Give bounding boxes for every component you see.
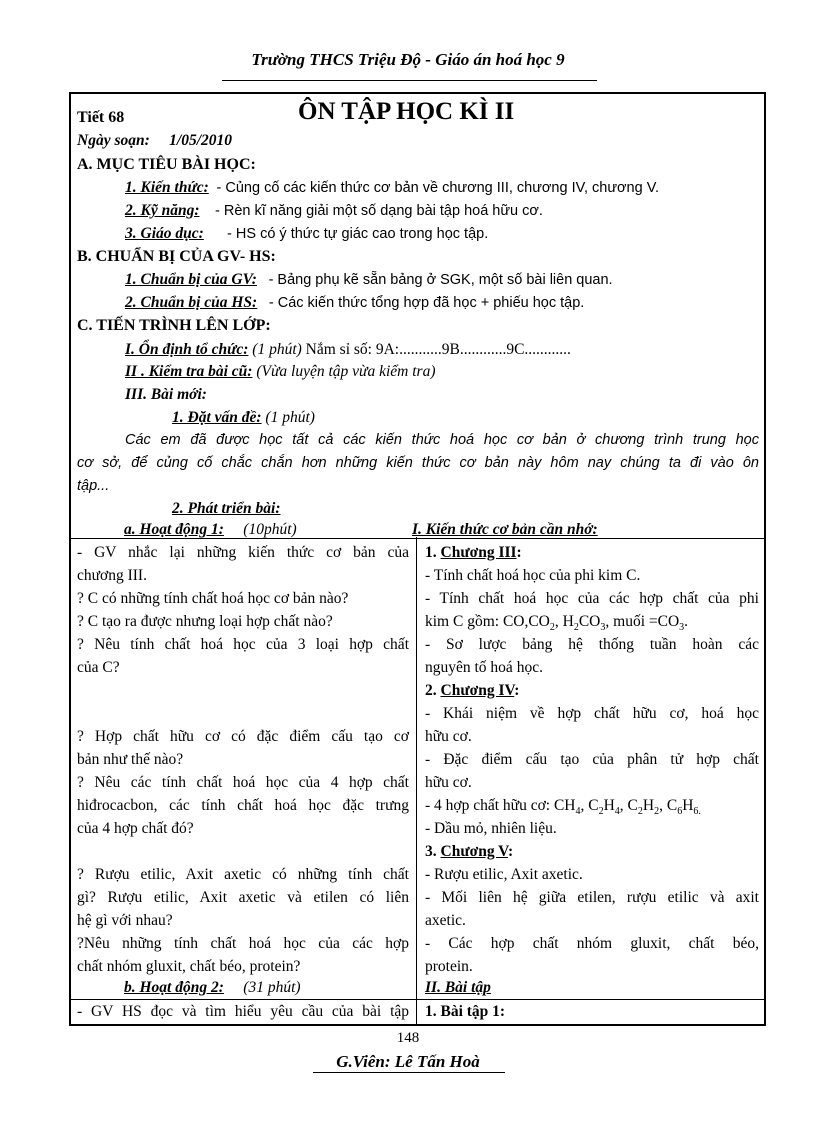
subscript: 3 xyxy=(600,622,606,634)
chapter-3-colon: : xyxy=(516,544,522,561)
formula-salt: , muối =CO xyxy=(605,613,680,630)
page-title: ÔN TẬP HỌC KÌ II xyxy=(298,98,515,125)
subscript: 6. xyxy=(693,806,701,818)
chapter-3-line-2: - Tính chất hoá học của các hợp chất của phi xyxy=(425,590,759,607)
activity-2-heading xyxy=(124,978,301,998)
education-text: - HS có ý thức tự giác cao trong học tập. xyxy=(227,226,489,242)
lesson-number: Tiết 68 xyxy=(77,109,125,126)
subscript: 4 xyxy=(614,806,620,818)
chapter-4-line-1: - Khái niệm về hợp chất hữu cơ, hoá học xyxy=(425,705,759,722)
new-lesson-label: III. Bài mới: xyxy=(125,386,207,403)
left-line-15: ?Nêu những tính chất hoá học của các hợp xyxy=(77,935,409,952)
activity-1-heading xyxy=(124,520,297,540)
chapter-4-colon: : xyxy=(514,682,520,699)
chapter-3-heading xyxy=(425,543,522,563)
subscript: 2 xyxy=(573,622,579,634)
skills-label: 2. Kỹ năng: xyxy=(125,202,200,219)
activity-2-time: (31 phút) xyxy=(243,979,301,996)
formula-sep: , C xyxy=(580,797,599,814)
chapter-5-heading xyxy=(425,842,513,862)
left-line-12: ? Rượu etilic, Axit axetic có những tính chất xyxy=(77,866,409,883)
formula-sep: , C xyxy=(659,797,678,814)
formula-ch: - 4 hợp chất hữu cơ: CH xyxy=(425,797,576,814)
left-line-7: ? Hợp chất hữu cơ có đặc điểm cấu tạo cơ xyxy=(77,728,409,745)
chapter-5-line-4: - Các hợp chất nhóm gluxit, chất béo, xyxy=(425,935,759,952)
prep-student-label: 2. Chuẩn bị của HS: xyxy=(125,294,258,311)
prep-teacher-text: - Bảng phụ kẽ sẵn bảng ở SGK, một số bài liên quan. xyxy=(268,272,613,288)
left-line-2: chương III. xyxy=(77,567,147,584)
development-heading: 2. Phát triển bài: xyxy=(172,500,281,517)
organization-label: I. Ổn định tổ chức: xyxy=(125,341,249,358)
chapter-5-number: 3. xyxy=(425,843,437,860)
formula-co-co2: kim C gồm: CO,CO xyxy=(425,613,550,630)
problem-time: (1 phút) xyxy=(265,409,315,426)
subscript: 6 xyxy=(677,806,683,818)
prep-teacher xyxy=(125,270,613,290)
chapter-4-number: 2. xyxy=(425,682,437,699)
section-c-heading: C. TIẾN TRÌNH LÊN LỚP: xyxy=(77,317,271,334)
left-line-9: ? Nêu các tính chất hoá học của 4 hợp chất xyxy=(77,774,409,791)
formula-sep: , C xyxy=(619,797,638,814)
exercises-heading: II. Bài tập xyxy=(425,979,491,996)
activity-2-label: b. Hoạt động 2: xyxy=(124,979,224,996)
date-value: 1/05/2010 xyxy=(169,132,233,149)
chapter-5-line-3: axetic. xyxy=(425,912,466,929)
step-organization xyxy=(125,340,571,360)
subscript: 2 xyxy=(637,806,643,818)
objective-skills xyxy=(125,201,543,221)
chapter-5-colon: : xyxy=(507,843,514,860)
prep-teacher-label: 1. Chuẩn bị của GV: xyxy=(125,271,257,288)
chapter-4-line-2: hữu cơ. xyxy=(425,728,472,745)
chapter-5-line-1: - Rượu etilic, Axit axetic. xyxy=(425,866,583,883)
left-line-16: chất nhóm gluxit, chất béo, protein? xyxy=(77,958,301,975)
teacher-name: G.Viên: Lê Tấn Hoà xyxy=(336,1052,480,1071)
objective-knowledge xyxy=(125,178,659,198)
section-a-heading: A. MỤC TIÊU BÀI HỌC: xyxy=(77,156,256,173)
subscript: 2 xyxy=(654,806,660,818)
left-line-5: ? Nêu tính chất hoá học của 3 loại hợp chất xyxy=(77,636,409,653)
left-line-11: của 4 hợp chất đó? xyxy=(77,820,194,837)
left-line-13: gì? Rượu etilic, Axit axetic và etilen có liên xyxy=(77,889,409,906)
formula-end: . xyxy=(684,613,689,630)
exercise-1-label: 1. Bài tập 1: xyxy=(425,1003,506,1020)
formula-co: CO xyxy=(578,613,601,630)
formula-h: , H xyxy=(554,613,574,630)
problem-label: 1. Đặt vấn đề: xyxy=(172,409,262,426)
attendance-text: Nắm sỉ số: 9A:...........9B............9C............ xyxy=(305,341,571,358)
chapter-3-title: Chương III xyxy=(440,544,517,561)
chapter-4-line-3: - Đặc điểm cấu tạo của phân tử hợp chất xyxy=(425,751,759,768)
left-line-4: ? C tạo ra được nhưng loại hợp chất nào? xyxy=(77,613,333,630)
chapter-3-line-5: nguyên tố hoá học. xyxy=(425,659,543,676)
chapter-3-number: 1. xyxy=(425,544,437,561)
chapter-4-line-6: - Dầu mỏ, nhiên liệu. xyxy=(425,820,557,837)
footer-underline xyxy=(313,1072,505,1073)
subscript: 3 xyxy=(679,622,685,634)
formula-h: H xyxy=(642,797,655,814)
prep-student xyxy=(125,293,584,313)
prep-student-text: - Các kiến thức tổng hợp đã học + phiếu học tập. xyxy=(268,295,585,311)
review-text: (Vừa luyện tập vừa kiểm tra) xyxy=(256,363,436,380)
subscript: 4 xyxy=(575,806,581,818)
problem-statement xyxy=(172,408,315,428)
page-number: 148 xyxy=(396,1030,420,1046)
activity-1-time: (10phút) xyxy=(243,521,297,538)
chapter-3-line-4: - Sơ lược bảng hệ thống tuần hoàn các xyxy=(425,636,759,653)
activity-1-label: a. Hoạt động 1: xyxy=(124,521,224,538)
date-row xyxy=(77,131,232,151)
chapter-4-line-4: hữu cơ. xyxy=(425,774,472,791)
table-top-border xyxy=(70,538,765,539)
intro-line-2: cơ sở, để củng cố chắc chắn hơn những kiến thức cơ bản này hôm nay chúng ta đi vào ôn xyxy=(77,455,759,471)
review-label: II . Kiểm tra bài cũ: xyxy=(125,363,253,380)
activity-2-divider xyxy=(70,999,765,1000)
chapter-3-line-1: - Tính chất hoá học của phi kim C. xyxy=(425,567,641,584)
left-line-1: - GV nhắc lại những kiến thức cơ bản của xyxy=(77,544,409,561)
left-line-14: hệ gì với nhau? xyxy=(77,912,173,929)
chapter-5-line-2: - Mối liên hệ giữa etilen, rượu etilic và axit xyxy=(425,889,759,906)
left-line-6: của C? xyxy=(77,659,120,676)
chapter-5-title: Chương V xyxy=(440,843,508,860)
knowledge-review-heading: I. Kiến thức cơ bản cần nhớ: xyxy=(412,521,598,538)
organization-time: (1 phút) xyxy=(252,341,302,358)
chapter-5-line-5: protein. xyxy=(425,958,473,975)
subscript: 2 xyxy=(598,806,604,818)
knowledge-text: - Củng cố các kiến thức cơ bản về chương III, chương IV, chương V. xyxy=(216,180,660,196)
section-b-heading: B. CHUẨN BỊ CỦA GV- HS: xyxy=(77,248,276,265)
activity-2-left-text: - GV HS đọc và tìm hiểu yêu cầu của bài tập xyxy=(77,1003,409,1020)
header-underline xyxy=(222,80,597,81)
education-label: 3. Giáo dục: xyxy=(125,225,204,242)
step-review xyxy=(125,362,436,382)
step-new-lesson xyxy=(125,385,207,405)
chapter-4-heading xyxy=(425,681,519,701)
skills-text: - Rèn kĩ năng giải một số dạng bài tập hoá hữu cơ. xyxy=(215,203,543,219)
formula-h: H xyxy=(603,797,615,814)
column-divider xyxy=(416,537,417,1025)
knowledge-label: 1. Kiến thức: xyxy=(125,179,209,196)
left-line-10: hiđrocacbon, các tính chất hoá học đặc trưng xyxy=(77,797,409,814)
page-header: Trường THCS Triệu Độ - Giáo án hoá học 9 xyxy=(251,50,565,69)
intro-line-1: Các em đã được học tất cả các kiến thức hoá học cơ bản ở chương trình trung học xyxy=(125,432,759,448)
objective-education xyxy=(125,224,488,244)
intro-line-3: tập... xyxy=(77,478,110,494)
subscript: 2 xyxy=(549,622,555,634)
date-label: Ngày soạn: xyxy=(77,132,150,149)
left-line-3: ? C có những tính chất hoá học cơ bản nào? xyxy=(77,590,349,607)
left-line-8: bản như thế nào? xyxy=(77,751,184,768)
chapter-4-title: Chương IV xyxy=(440,682,515,699)
formula-h: H xyxy=(682,797,694,814)
